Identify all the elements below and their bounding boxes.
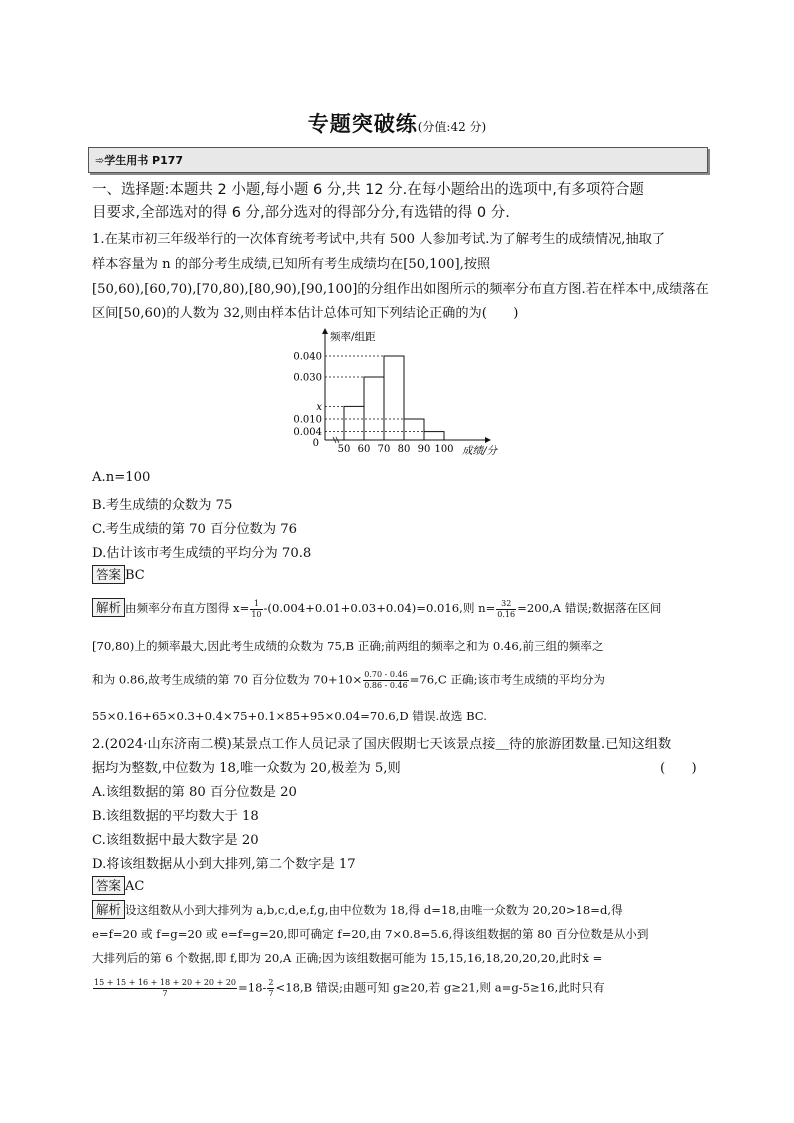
fraction-num: 32 <box>496 599 516 610</box>
frequency-histogram <box>280 322 510 462</box>
y-tick-label: 0.040 <box>293 351 322 363</box>
q1-sol-text: =200,A 错误;数据落在区间 <box>517 601 662 615</box>
q1-analysis-line-2: [70,80)上的频率最大,因此考生成绩的众数为 75,B 正确;前两组的频率之和为 0.46,前三组的频率之 <box>92 639 604 653</box>
fraction-den: 10 <box>251 609 262 619</box>
histogram-bar <box>364 377 384 440</box>
q1-line-3: [50,60),[60,70),[70,80),[80,90),[90,100]的分组作出如图所示的频率分布直方图.若在样本中,成绩落在 <box>92 282 709 297</box>
q2-answer: AC <box>125 879 145 894</box>
answer-tag: 答案 <box>92 565 125 584</box>
q1-analysis-line-3 <box>92 670 605 691</box>
q2-answer-row <box>92 876 144 895</box>
fraction-den: 7 <box>268 989 274 998</box>
q2-analysis-line-1 <box>92 900 623 919</box>
q2-option-c: C.该组数据中最大数字是 20 <box>92 833 259 848</box>
histogram-bar <box>404 419 424 440</box>
x-tick-label: 70 <box>377 444 391 455</box>
q1-line-2: 样本容量为 n 的部分考生成绩,已知所有考生成绩均在[50,100],按照 <box>92 257 491 272</box>
q1-option-c: C.考生成绩的第 70 百分位数为 76 <box>92 522 298 537</box>
fraction <box>363 670 408 691</box>
student-book-bar <box>88 147 708 173</box>
q1-line-4: 区间[50,60)的人数为 32,则由样本估计总体可知下列结论正确的为( ) <box>92 306 519 321</box>
origin-label: 0 <box>312 438 319 449</box>
q1-sol-text: =76,C 正确;该市考生成绩的平均分为 <box>409 672 606 687</box>
y-tick-label: 0.010 <box>293 414 322 426</box>
q2-analysis-line-4 <box>92 978 605 999</box>
q1-answer: BC <box>125 568 145 583</box>
y-tick-label: 0.004 <box>293 427 322 439</box>
q1-sol-text: 由频率分布直方图得 x= <box>125 601 250 615</box>
x-tick-label: 80 <box>397 444 411 455</box>
q2-option-b: B.该组数据的平均数大于 18 <box>92 809 259 824</box>
q2-line-1: 2.(2024·山东济南二模)某景点工作人员记录了国庆假期七天该景点接＿待的旅游团数量.已知这组数 <box>92 737 672 752</box>
q2-option-a: A.该组数据的第 80 百分位数是 20 <box>92 785 297 800</box>
fraction <box>496 599 516 620</box>
y-tick-label: 0.030 <box>293 372 322 384</box>
q2-paren: ( ) <box>660 761 697 776</box>
x-tick-label: 90 <box>417 444 431 455</box>
page-title <box>0 108 794 138</box>
fraction-num: 1 <box>250 599 262 610</box>
x-axis-label: 成绩/分 <box>462 445 498 457</box>
q2-analysis-line-3: 大排列后的第 6 个数据,即 f,即为 20,A 正确;因为该组数据可能为 15,15,16,18,20,20,20,此时x̄ = <box>92 951 603 965</box>
q1-analysis-line-1 <box>92 598 661 620</box>
fraction-den: 7 <box>162 989 168 998</box>
q1-option-a: A.n=100 <box>92 470 151 485</box>
q1-sol-text: 和为 0.86,故考生成绩的第 70 百分位数为 70+10× <box>92 672 363 687</box>
x-axis-arrow <box>485 437 491 443</box>
x-tick-label: 50 <box>337 444 351 455</box>
q2-sol-text: 设这组数从小到大排列为 a,b,c,d,e,f,g,由中位数为 18,得 d=18,由唯一众数为 20,20>18=d,得 <box>125 903 623 917</box>
analysis-tag: 解析 <box>92 598 125 617</box>
mean-fraction <box>93 978 237 999</box>
fraction-num: 2 <box>268 978 274 987</box>
histogram-bar <box>344 406 364 440</box>
q2-sol-text: <18,B 错误;由题可知 g≥20,若 g≥21,则 a=g-5≥16,此时只有 <box>275 980 605 995</box>
q1-answer-row <box>92 565 145 584</box>
fraction <box>250 599 262 620</box>
q2-analysis-line-2: e=f=20 或 f=g=20 或 e=f=g=20,即可确定 f=20,由 7×0.8=5.6,得该组数据的第 80 百分位数是从小到 <box>92 927 649 941</box>
histogram-bar <box>424 432 444 440</box>
fraction <box>267 978 274 999</box>
q1-sol-text: -(0.004+0.01+0.03+0.04)=0.016,则 n= <box>263 601 496 615</box>
fraction-den: 0.16 <box>497 609 516 619</box>
fraction-num: 0.70 - 0.46 <box>364 670 408 679</box>
fraction-den: 0.86 - 0.46 <box>364 681 408 690</box>
q1-option-b: B.考生成绩的众数为 75 <box>92 498 233 513</box>
q2-option-d: D.将该组数据从小到大排列,第二个数字是 17 <box>92 857 356 872</box>
q2-line-2: 据均为整数,中位数为 18,唯一众数为 20,极差为 5,则 <box>92 761 401 776</box>
y-tick-label: x <box>316 401 322 413</box>
q1-line-1: 1.在某市初三年级举行的一次体育统考考试中,共有 500 人参加考试.为了解考生的成绩情况,抽取了 <box>92 232 666 247</box>
q1-option-d: D.估计该市考生成绩的平均分为 70.8 <box>92 546 312 561</box>
section-line-1: 一、选择题:本题共 2 小题,每小题 6 分,共 12 分.在每小题给出的选项中,有多项符合题 <box>92 182 644 198</box>
x-tick-label: 60 <box>357 444 371 455</box>
title-text: 专题突破练 <box>307 112 418 136</box>
fraction-num: 15 + 15 + 16 + 18 + 20 + 20 + 20 <box>94 978 236 987</box>
histogram-bar <box>384 356 404 440</box>
section-line-2: 目要求,全部选对的得 6 分,部分选对的得部分分,有选错的得 0 分. <box>92 205 510 221</box>
score-text: (分值:42 分) <box>417 120 487 134</box>
x-tick-label: 100 <box>434 444 454 455</box>
answer-tag: 答案 <box>92 876 125 895</box>
y-axis-label: 频率/组距 <box>330 331 376 343</box>
analysis-tag: 解析 <box>92 900 125 919</box>
q2-sol-text: =18- <box>238 980 267 995</box>
q1-analysis-line-4: 55×0.16+65×0.3+0.4×75+0.1×85+95×0.04=70.6,D 错误.故选 BC. <box>92 709 487 723</box>
student-book-label: ➾学生用书 P177 <box>95 154 184 167</box>
y-axis-arrow <box>322 328 328 334</box>
